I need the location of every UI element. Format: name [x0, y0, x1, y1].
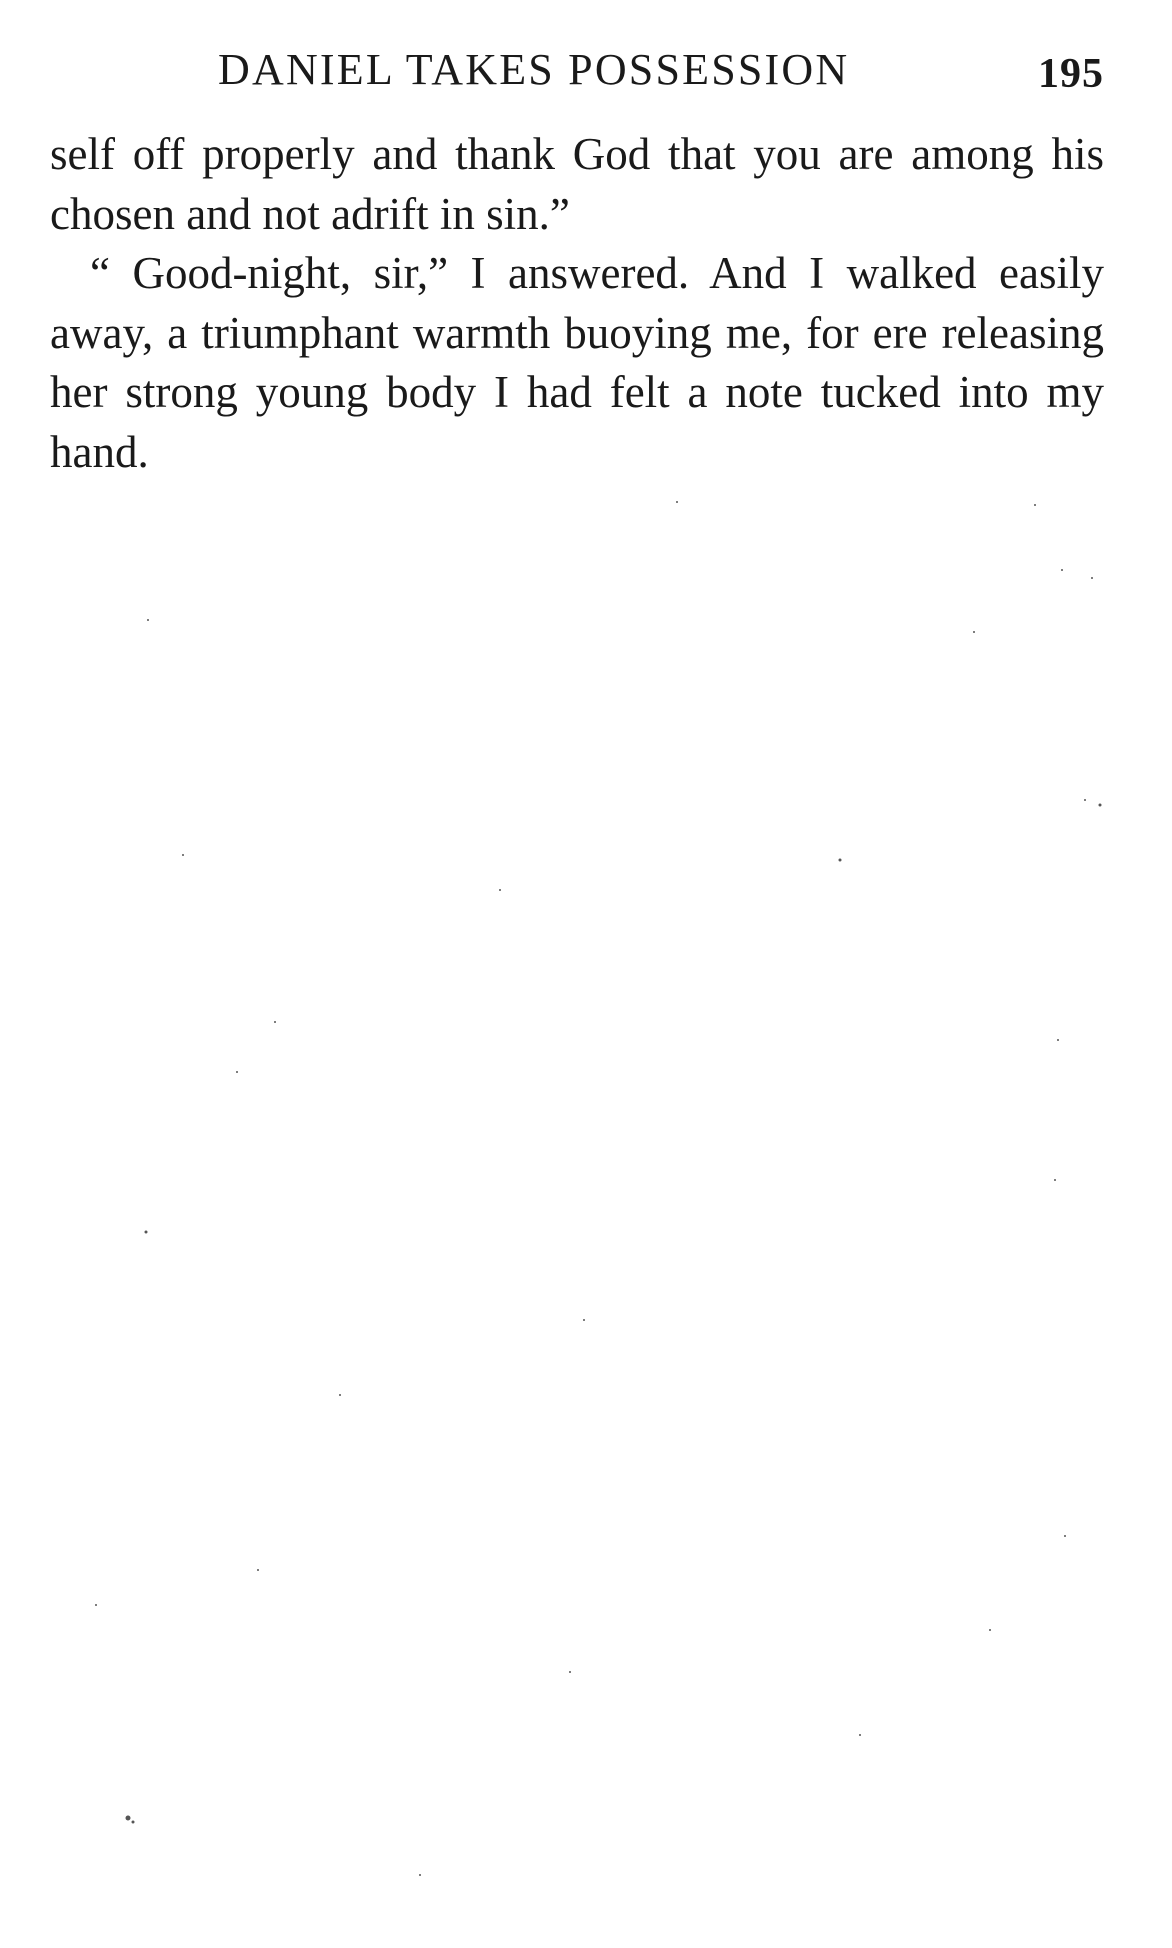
page-number: 195 — [1038, 51, 1104, 97]
paragraph-dialogue: “ Good-night, sir,” I answered. And I walked easily away, a triumphant warmth buoying me, for ere releasing her strong young body I had felt a note tucked into my hand. — [50, 248, 1104, 477]
paragraph-continuation: self off properly and thank God that you are among his chosen and not adrift in sin.” — [50, 129, 1104, 239]
running-title: DANIEL TAKES POSSESSION — [218, 45, 850, 94]
